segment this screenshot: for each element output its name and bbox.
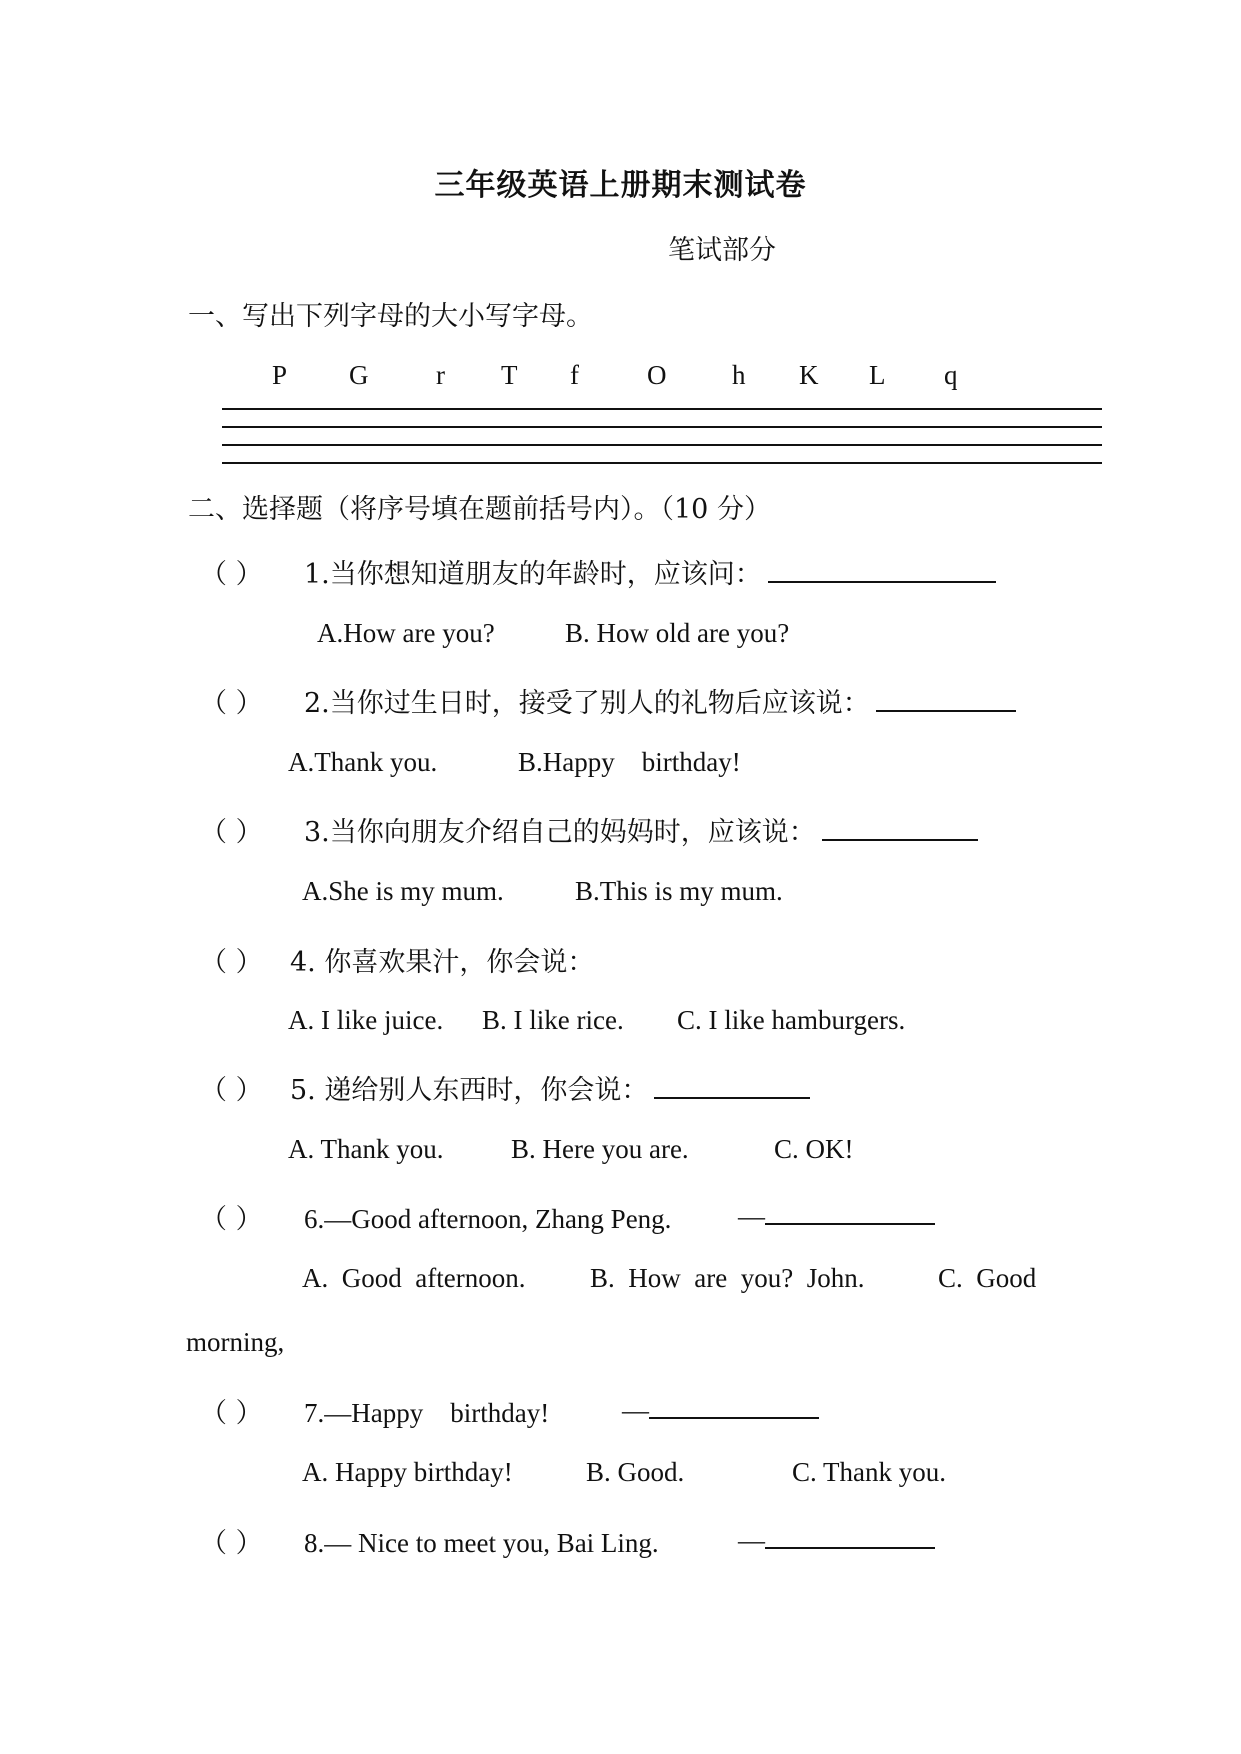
answer-blank[interactable] xyxy=(768,555,996,583)
letter-1: P xyxy=(272,360,288,390)
letter-2: G xyxy=(349,360,369,390)
page-subtitle: 笔试部分 xyxy=(668,235,776,266)
q5-option-a: A. Thank you. xyxy=(288,1134,444,1164)
letter-6: O xyxy=(647,360,667,390)
answer-bracket[interactable]: （ ） xyxy=(200,1204,263,1235)
page-title: 三年级英语上册期末测试卷 xyxy=(434,168,807,203)
answer-blank[interactable] xyxy=(822,813,978,841)
letter-3: r xyxy=(436,360,445,390)
answer-bracket[interactable]: （ ） xyxy=(200,817,263,848)
answer-blank[interactable] xyxy=(654,1071,810,1099)
question-text: 3.当你向朋友介绍自己的妈妈时，应该说： xyxy=(304,817,816,848)
answer-blank[interactable] xyxy=(876,684,1016,712)
letter-4: T xyxy=(501,360,518,390)
q3-option-b: B.This is my mum. xyxy=(575,876,783,906)
q5-option-c: C. OK! xyxy=(774,1134,854,1164)
question-6 xyxy=(200,1197,671,1236)
q7-option-b: B. Good. xyxy=(586,1457,685,1487)
question-text: 5. 递给别人东西时，你会说： xyxy=(290,1075,649,1106)
answer-bracket[interactable]: （ ） xyxy=(200,1398,263,1429)
question-8 xyxy=(200,1521,659,1560)
q1-option-b: B. How old are you? xyxy=(565,618,790,648)
question-text: 8.— Nice to meet you, Bai Ling. xyxy=(304,1528,659,1558)
question-4 xyxy=(200,940,594,979)
q7-option-a: A. Happy birthday! xyxy=(302,1457,513,1487)
q7-reply xyxy=(622,1391,819,1426)
question-5 xyxy=(200,1068,810,1107)
answer-blank[interactable] xyxy=(765,1197,935,1225)
letter-8: K xyxy=(799,360,819,390)
section1-heading: 一、写出下列字母的大小写字母。 xyxy=(188,301,593,332)
answer-blank[interactable] xyxy=(765,1521,935,1549)
writing-line-3 xyxy=(222,444,1102,446)
q2-option-b: B.Happy birthday! xyxy=(518,747,741,777)
q6-option-c-wrap: morning, xyxy=(186,1327,285,1357)
answer-bracket[interactable]: （ ） xyxy=(200,559,263,590)
q6-option-c: C. Good xyxy=(938,1263,1037,1293)
question-text: 1.当你想知道朋友的年龄时，应该问： xyxy=(304,559,762,590)
q7-option-c: C. Thank you. xyxy=(792,1457,946,1487)
question-7 xyxy=(200,1391,549,1430)
letter-7: h xyxy=(732,360,746,390)
q4-option-a: A. I like juice. xyxy=(288,1005,444,1035)
q4-option-c: C. I like hamburgers. xyxy=(677,1005,906,1035)
question-text: 7.—Happy birthday! xyxy=(304,1398,550,1428)
reply-dash: — xyxy=(738,1525,765,1555)
q6-option-b: B. How are you? John. xyxy=(590,1263,865,1293)
question-3 xyxy=(200,810,978,849)
q2-option-a: A.Thank you. xyxy=(288,747,438,777)
answer-bracket[interactable]: （ ） xyxy=(200,1528,263,1559)
q8-reply xyxy=(738,1521,935,1556)
question-1 xyxy=(200,552,996,591)
question-2 xyxy=(200,681,1016,720)
letter-10: q xyxy=(944,360,958,390)
question-text: 6.—Good afternoon, Zhang Peng. xyxy=(304,1204,672,1234)
q5-option-b: B. Here you are. xyxy=(511,1134,689,1164)
answer-blank[interactable] xyxy=(649,1391,819,1419)
answer-bracket[interactable]: （ ） xyxy=(200,947,263,978)
q6-option-a: A. Good afternoon. xyxy=(302,1263,526,1293)
q6-reply xyxy=(738,1197,935,1232)
reply-dash: — xyxy=(622,1395,649,1425)
question-text: 2.当你过生日时，接受了别人的礼物后应该说： xyxy=(304,688,870,719)
writing-line-4 xyxy=(222,462,1102,464)
question-text: 4. 你喜欢果汁，你会说： xyxy=(290,947,595,978)
letter-9: L xyxy=(869,360,886,390)
q4-option-b: B. I like rice. xyxy=(482,1005,624,1035)
reply-dash: — xyxy=(738,1201,765,1231)
answer-bracket[interactable]: （ ） xyxy=(200,1075,263,1106)
writing-line-1 xyxy=(222,408,1102,410)
q3-option-a: A.She is my mum. xyxy=(302,876,504,906)
section2-heading: 二、选择题（将序号填在题前括号内）。（10 分） xyxy=(188,494,771,525)
letter-5: f xyxy=(570,360,579,390)
writing-line-2 xyxy=(222,426,1102,428)
answer-bracket[interactable]: （ ） xyxy=(200,688,263,719)
q1-option-a: A.How are you? xyxy=(317,618,495,648)
